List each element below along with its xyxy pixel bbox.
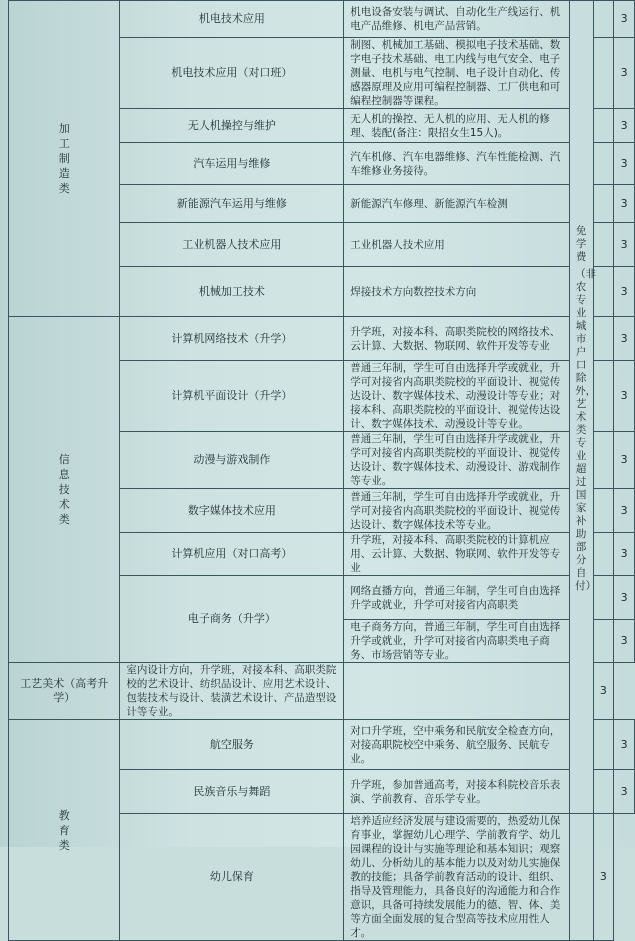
major-description: 升学班，对接本科、高职类院校的网络技术、云计算、大数据、物联网、软件开发等专业 bbox=[344, 317, 569, 361]
major-name: 计算机应用（对口高考） bbox=[120, 533, 344, 576]
years-cell: 3 bbox=[614, 533, 635, 576]
fee-note bbox=[569, 1, 597, 814]
major-description: 室内设计方向，升学班，对接本科、高职类院校的艺术设计、纺织品设计、应用艺术设计、包装技术与设计、装潢艺术设计、产品造型设计等专业。 bbox=[120, 663, 344, 720]
years-cell: 3 bbox=[614, 185, 635, 223]
years-cell: 3 bbox=[614, 223, 635, 267]
years-cell: 3 bbox=[614, 267, 635, 317]
blank-cell bbox=[593, 533, 614, 576]
years-cell: 3 bbox=[614, 489, 635, 533]
major-table bbox=[8, 0, 635, 941]
fee-main: 免学费 bbox=[575, 225, 587, 263]
major-description: 电子商务方向，普通三年制，学生可自由选择升学或就业，升学可对接省内高职类电子商务、市场营销等专业。 bbox=[344, 620, 569, 663]
years-cell: 3 bbox=[614, 720, 635, 770]
major-description: 普通三年制，学生可自由选择升学或就业，升学可对接省内高职类院校的平面设计、视觉传达设计、数字媒体技术、动漫设计、游戏制作等专业。 bbox=[344, 432, 569, 489]
major-description: 焊接技术方向数控技术方向 bbox=[344, 267, 569, 317]
fee-sub: （非农专业城市户口除外，艺术类专业超过国家补助部分自付） bbox=[575, 268, 597, 592]
major-description: 新能源汽车修理、新能源汽车检测 bbox=[344, 185, 569, 223]
blank-cell bbox=[593, 38, 614, 109]
major-name: 数字媒体技术应用 bbox=[120, 489, 344, 533]
table-row bbox=[9, 317, 635, 361]
major-name: 航空服务 bbox=[120, 720, 344, 770]
blank-cell bbox=[593, 185, 614, 223]
major-name: 幼儿保育 bbox=[120, 814, 344, 941]
major-name: 工艺美术（高考升学） bbox=[9, 663, 120, 720]
years-cell: 3 bbox=[614, 620, 635, 663]
blank-cell bbox=[593, 770, 614, 814]
years-cell: 3 bbox=[614, 770, 635, 814]
blank-cell bbox=[593, 576, 614, 620]
years-cell: 3 bbox=[614, 317, 635, 361]
major-name: 汽车运用与维修 bbox=[120, 143, 344, 185]
major-name: 动漫与游戏制作 bbox=[120, 432, 344, 489]
years-cell: 3 bbox=[614, 576, 635, 620]
major-name: 工业机器人技术应用 bbox=[120, 223, 344, 267]
years-cell: 3 bbox=[614, 143, 635, 185]
years-cell: 3 bbox=[593, 663, 614, 720]
years-cell: 3 bbox=[614, 1, 635, 38]
blank-cell bbox=[593, 109, 614, 143]
years-cell: 3 bbox=[614, 38, 635, 109]
category-it: 信息技术类 bbox=[9, 317, 120, 663]
major-description: 制图、机械加工基础、模拟电子技术基础、数字电子技术基础、电工内线与电气安全、电子测量、电机与电气控制、电子设计自动化、传感器原理及应用可编程控制器、工厂供电和可编程控制器等课程。 bbox=[344, 38, 569, 109]
major-name: 机电技术应用 bbox=[120, 1, 344, 38]
years-cell: 3 bbox=[614, 432, 635, 489]
table-row bbox=[9, 1, 635, 38]
blank-cell bbox=[593, 223, 614, 267]
major-description: 汽车机修、汽车电器维修、汽车性能检测、汽车维修业务接待。 bbox=[344, 143, 569, 185]
blank-cell bbox=[593, 361, 614, 432]
major-description: 无人机的操控、无人机的应用、无人机的修理、装配(备注：限招女生15人)。 bbox=[344, 109, 569, 143]
major-name: 无人机操控与维护 bbox=[120, 109, 344, 143]
major-name: 民族音乐与舞蹈 bbox=[120, 770, 344, 814]
blank-cell bbox=[593, 317, 614, 361]
blank-cell bbox=[344, 663, 569, 720]
years-cell: 3 bbox=[614, 109, 635, 143]
major-description: 升学班，对接本科、高职类院校的计算机应用、云计算、大数据、物联网、软件开发等专业 bbox=[344, 533, 569, 576]
years-cell: 3 bbox=[614, 361, 635, 432]
major-description: 网络直播方向，普通三年制，学生可自由选择升学或就业，升学可对接省内高职类 bbox=[344, 576, 569, 620]
blank-cell bbox=[593, 1, 614, 38]
major-description: 升学班，参加普通高考，对接本科院校音乐表演、学前教育、音乐学专业。 bbox=[344, 770, 569, 814]
major-name: 机电技术应用（对口班） bbox=[120, 38, 344, 109]
major-name: 计算机平面设计（升学） bbox=[120, 361, 344, 432]
table-row bbox=[9, 663, 635, 720]
blank-cell bbox=[569, 814, 593, 941]
major-description: 机电设备安装与调试、自动化生产线运行、机电产品维修、机电产品营销。 bbox=[344, 1, 569, 38]
blank-cell bbox=[593, 267, 614, 317]
major-description: 工业机器人技术应用 bbox=[344, 223, 569, 267]
blank-cell bbox=[593, 432, 614, 489]
category-manufacturing: 加工制造类 bbox=[9, 1, 120, 317]
category-education: 教育类 bbox=[9, 720, 120, 941]
major-description: 普通三年制，学生可自由选择升学或就业，升学可对接省内高职类院校的平面设计、视觉传达设计、数字媒体技术等专业。 bbox=[344, 489, 569, 533]
major-description: 对口升学班，空中乘务和民航安全检查方向，对接高职院校空中乘务、航空服务、民航专业。 bbox=[344, 720, 569, 770]
blank-cell bbox=[593, 720, 614, 770]
major-name: 机械加工技术 bbox=[120, 267, 344, 317]
blank-cell bbox=[593, 143, 614, 185]
major-name: 计算机网络技术（升学） bbox=[120, 317, 344, 361]
table-row bbox=[9, 720, 635, 770]
major-name: 电子商务（升学） bbox=[120, 576, 344, 663]
major-description: 培养适应经济发展与建设需要的，热爱幼儿保育事业，掌握幼儿心理学、学前教育学、幼儿园课程的设计与实施等理论和基本知识；观察幼儿、分析幼儿的基本能力以及对幼儿实施保教的技能；具备学前教育活动的设计、组织、指导及管理能力，具备良好的沟通能力和合作意识，具备可持续发展能力的德、智、体、美等方面全面发展的复合型高等技术应用性人才。 bbox=[344, 814, 569, 941]
major-description: 普通三年制，学生可自由选择升学或就业，升学可对接省内高职类院校的平面设计、视觉传达设计、数字媒体技术、动漫设计等专业；对接本科、高职类院校的平面设计、视觉传达设计、数字媒体技术、动漫设计等专业。 bbox=[344, 361, 569, 432]
years-cell: 3 bbox=[593, 814, 614, 941]
major-name: 新能源汽车运用与维修 bbox=[120, 185, 344, 223]
blank-cell bbox=[593, 620, 614, 663]
blank-cell bbox=[593, 489, 614, 533]
